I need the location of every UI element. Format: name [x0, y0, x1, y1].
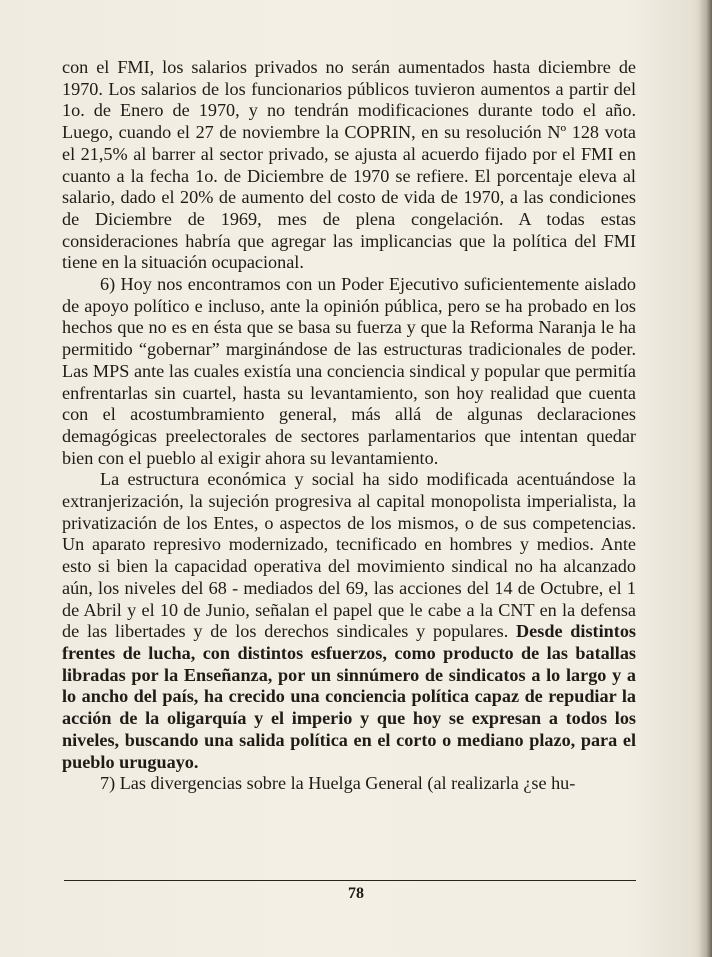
footer-rule [64, 880, 636, 881]
paragraph-3 [62, 469, 636, 773]
paragraph-4 [62, 773, 636, 795]
paragraph-1 [62, 57, 636, 274]
paragraph-3-bold-text: Desde distintos frentes de lucha, con distintos esfuerzos, como producto de las batallas libradas por la Enseñanza, por un sinnúmero de sindicatos a lo largo y a lo ancho del país, ha crecido una conciencia política capaz de repudiar la acción de la oligarquía y el imperio y que hoy se expresan a todos los niveles, buscando una salida política en el corto o mediano plazo, para el pueblo uruguayo. [62, 621, 636, 772]
paragraph-1-text: con el FMI, los salarios privados no serán aumentados hasta diciembre de 1970. Los salarios de los funcionarios públicos tuvieron aumentos a partir del 1o. de Enero de 1970, y no tendrán modificaciones durante todo el año. Luego, cuando el 27 de noviembre la COPRIN, en su resolución Nº 128 vota el 21,5% al barrer al sector privado, se ajusta al acuerdo fijado por el FMI en cuanto a la fecha 1o. de Diciembre de 1970 se refiere. El porcentaje eleva al salario, dado el 20% de aumento del costo de vida de 1970, a las condiciones de Diciembre de 1969, mes de plena congelación. A todas estas consideraciones habría que agregar las implicancias que la política del FMI tiene en la situación ocupacional. [62, 57, 636, 273]
page-number: 78 [348, 885, 364, 902]
paragraph-4-text: 7) Las divergencias sobre la Huelga General (al realizarla ¿se hu- [100, 773, 576, 794]
spine-shadow [698, 0, 712, 957]
paragraph-2-text: 6) Hoy nos encontramos con un Poder Ejecutivo suficientemente aislado de apoyo político e incluso, ante la opinión pública, pero se ha probado en los hechos que no es en ésta que se basa su fuerza y que la Reforma Naranja le ha permitido “gobernar” marginándose de las estructuras tradicionales de poder. Las MPS ante las cuales existía una conciencia sindical y popular que permitía enfrentarlas sin cuartel, hasta su levantamiento, son hoy realidad que cuenta con el acostumbramiento general, más allá de algunas declaraciones demagógicas preelectorales de sectores parlamentarios que intentan quedar bien con el pueblo al exigir ahora su levantamiento. [62, 274, 636, 468]
paragraph-2 [62, 274, 636, 469]
body-text [62, 57, 636, 795]
paragraph-3-text: La estructura económica y social ha sido modificada acentuándose la extranjerización, la sujeción progresiva al capital monopolista imperialista, la privatización de los Entes, o aspectos de los mismos, o de sus competencias. Un aparato represivo modernizado, tecnificado en hombres y medios. Ante esto si bien la capacidad operativa del movimiento sindical no ha alcanzado aún, los niveles del 68 - mediados del 69, las acciones del 14 de Octubre, el 1 de Abril y el 10 de Junio, señalan el papel que le cabe a la CNT en la defensa de las libertades y de los derechos sindicales y populares. [62, 469, 636, 642]
